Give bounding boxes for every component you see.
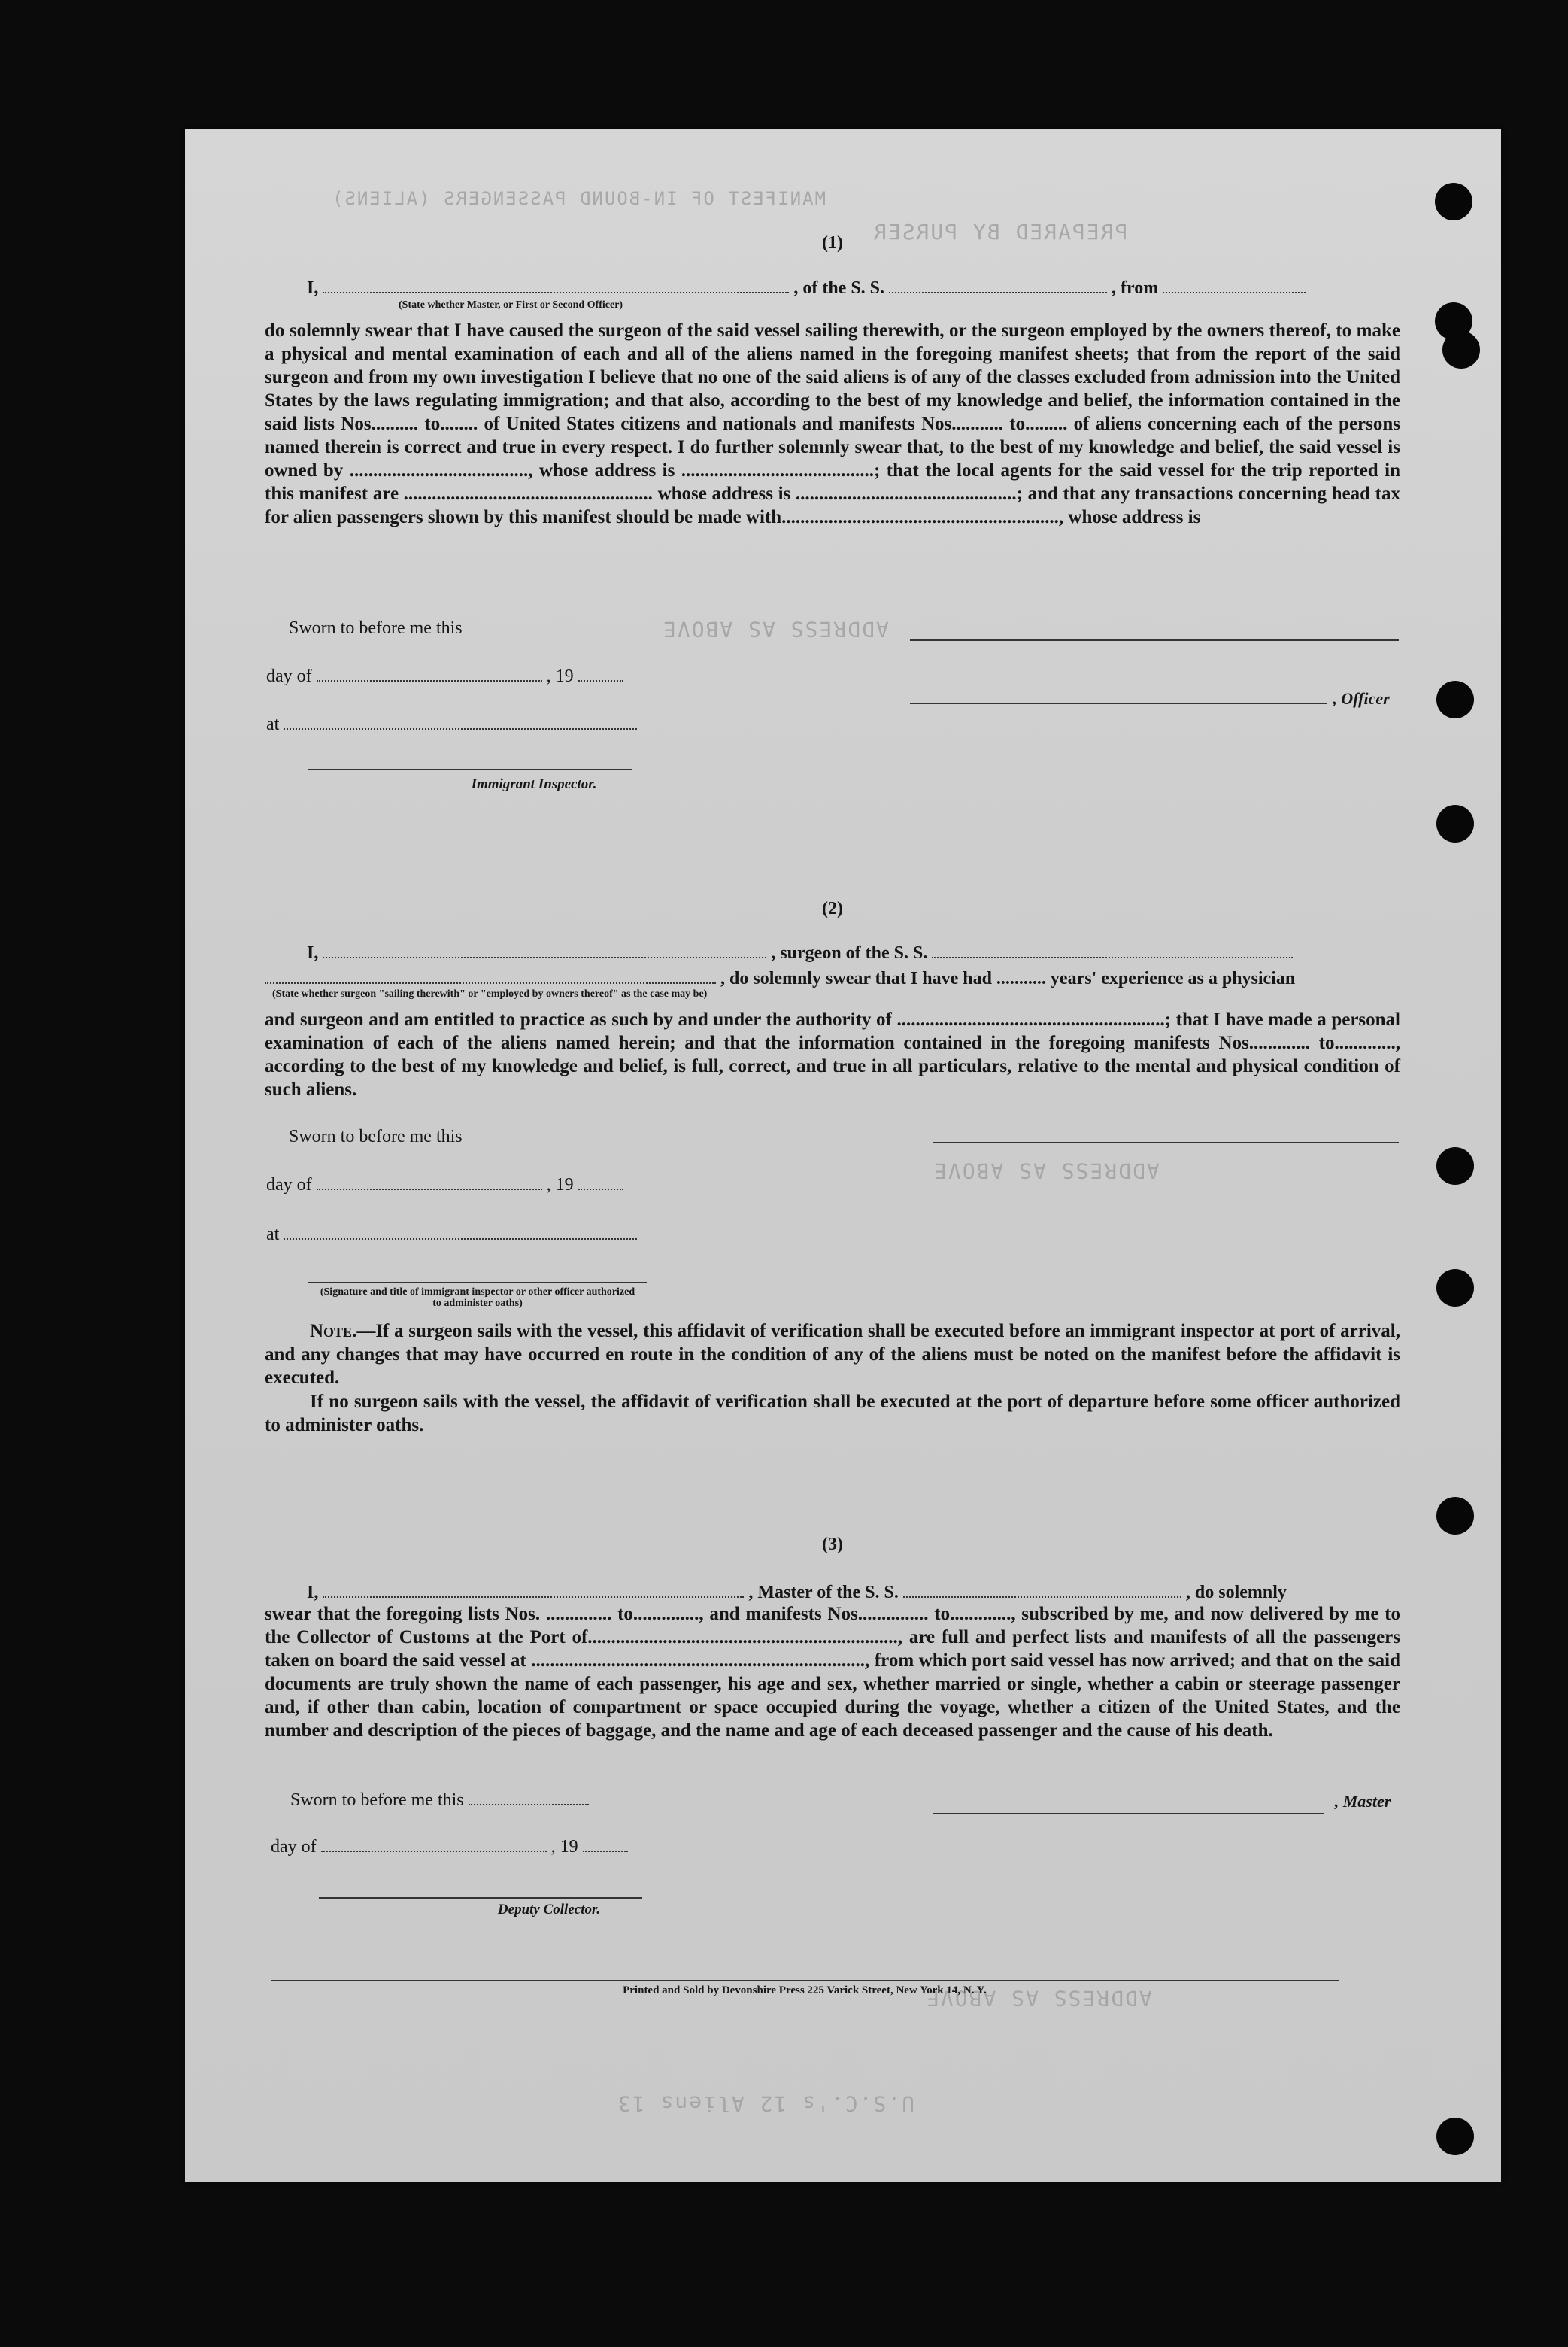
sworn-label: Sworn to before me this — [289, 618, 463, 638]
binder-hole — [1436, 1497, 1474, 1535]
surgeon-line-2 — [265, 967, 1400, 989]
inspector-signature-line[interactable] — [308, 769, 632, 770]
note-paragraph — [265, 1319, 1400, 1389]
binder-hole — [1436, 2118, 1474, 2155]
section-number: (3) — [822, 1535, 843, 1554]
binder-hole — [1436, 805, 1474, 843]
oath-paragraph: swear that the foregoing lists Nos. .............. to.............., and manifests Nos............... to............., subscribed by me, and now delivered by me to the Collector of Customs at the Port of.................................................................., are full and perfect lists and manifests of all the passengers taken on board the said vessel at ......................................................................., from which port said vessel has now arrived; and that on the said documents are truly shown the name of each passenger, his age and sex, whether married or single, whether a cabin or steerage passenger and, if other than cabin, location of compartment or space occupied during the voyage, whether a citizen of the United States, and the number and description of the pieces of baggage, and the name and age of each deceased passenger and the cause of his death. — [265, 1604, 1400, 1741]
master-vessel-label: , Master of the S. S. — [748, 1583, 899, 1602]
at-line — [266, 713, 637, 735]
day-of-label: day of — [266, 666, 312, 686]
master-signature-line[interactable] — [933, 1813, 1324, 1814]
sworn-label — [290, 1789, 589, 1811]
oath-caption: (State whether Master, or First or Second Officer) — [399, 299, 623, 311]
collector-signature-line[interactable] — [319, 1897, 642, 1899]
at-field[interactable] — [284, 1223, 637, 1240]
master-prefix: I, — [307, 1583, 319, 1602]
name-field[interactable] — [323, 277, 789, 293]
bleed-through-text: ADDRESS AS ABOVE — [933, 1158, 1160, 1183]
at-label: at — [266, 715, 280, 734]
binder-hole — [1436, 681, 1474, 718]
year-label: , 19 — [546, 666, 574, 686]
year-field[interactable] — [583, 1835, 628, 1852]
day-field[interactable] — [317, 665, 542, 682]
year-field[interactable] — [578, 1174, 623, 1190]
note-label: Note. — [310, 1321, 357, 1341]
surgeon-years-text: , do solemnly swear that I have had ........... years' experience as a physician — [720, 969, 1296, 988]
sworn-text: Sworn to before me this — [290, 1790, 464, 1810]
sworn-label: Sworn to before me this — [289, 1127, 463, 1146]
sworn-day-field[interactable] — [469, 1789, 589, 1805]
officer-signature-line[interactable] — [308, 1282, 647, 1283]
day-line — [271, 1835, 628, 1857]
surgeon-capacity-field[interactable] — [265, 967, 716, 984]
binder-hole — [1436, 1269, 1474, 1307]
section2-oath-text — [265, 1008, 1400, 1101]
surgeon-name-field[interactable] — [323, 942, 766, 958]
surgeon-vessel-field[interactable] — [932, 942, 1293, 958]
master-name-field[interactable] — [323, 1581, 744, 1598]
binder-hole — [1435, 183, 1472, 220]
year-field[interactable] — [578, 665, 623, 682]
master-line-end: , do solemnly — [1185, 1583, 1287, 1602]
section-number: (2) — [822, 899, 843, 918]
bleed-through-text: MANIFEST OF IN-BOUND PASSENGERS (ALIENS) — [331, 188, 826, 209]
note-text-2: If no surgeon sails with the vessel, the affidavit of verification shall be executed at the port of departure before some officer authorized to administer oaths. — [265, 1392, 1400, 1435]
officer-name-line[interactable] — [910, 703, 1327, 704]
day-line — [266, 1174, 623, 1195]
surgeon-vessel-label: , surgeon of the S. S. — [771, 943, 928, 963]
inspector-label: Immigrant Inspector. — [471, 776, 597, 792]
binder-hole — [1436, 1147, 1474, 1185]
bleed-through-text: ADDRESS AS ABOVE — [925, 1986, 1152, 2011]
from-field[interactable] — [1163, 277, 1306, 293]
master-line — [307, 1581, 1401, 1603]
surgeon-prefix: I, — [307, 943, 319, 963]
year-label: , 19 — [546, 1175, 574, 1195]
master-label: , Master — [1334, 1792, 1391, 1811]
collector-label: Deputy Collector. — [497, 1902, 601, 1917]
section1-oath-text — [265, 319, 1400, 529]
surgeon-line — [307, 942, 1401, 964]
oath-paragraph: do solemnly swear that I have caused the surgeon of the said vessel sailing therewith, or the surgeon employed by the owners thereof, to make a physical and mental examination of each and all of the aliens named in the foregoing manifest sheets; that from the report of the said surgeon and from my own investigation I believe that no one of the said aliens is of any of the classes excluded from admission into the United States by the laws regulating immigration; and that also, according to the best of my knowledge and belief, the information contained in the said lists Nos.......... to........ of United States citizens and nationals and manifests Nos........... to......... of aliens concerning each of the persons named therein is correct and true in every respect. I do further solemnly swear that, to the best of my knowledge and belief, the said vessel is owned by ......................................, whose address is .........................................; that the local agents for the said vessel for the trip reported in this manifest are ..................................................... whose address is ...............................................; and that any transactions concerning head tax for alien passengers shown by this manifest should be made with..........................................................., whose address is — [265, 320, 1400, 527]
from-label: , from — [1112, 278, 1159, 298]
section-number: (1) — [822, 233, 843, 253]
surgeon-caption: (State whether surgeon "sailing therewith" or "employed by owners thereof" as the case may be) — [272, 988, 708, 1000]
bleed-through-text: ADDRESS AS ABOVE — [662, 617, 889, 642]
bleed-through-text: PREPARED BY PURSER — [872, 220, 1128, 244]
master-vessel-field[interactable] — [903, 1581, 1181, 1598]
year-label: , 19 — [550, 1837, 578, 1857]
surgeon-signature-line[interactable] — [933, 1142, 1399, 1143]
at-label: at — [266, 1225, 280, 1244]
officer-label: , Officer — [1333, 689, 1390, 708]
day-of-label: day of — [266, 1175, 312, 1195]
day-of-label: day of — [271, 1837, 317, 1857]
day-line — [266, 665, 623, 687]
vessel-field[interactable] — [889, 277, 1107, 293]
binder-hole — [1442, 331, 1480, 369]
day-field[interactable] — [317, 1174, 542, 1190]
day-field[interactable] — [321, 1835, 547, 1852]
oath-prefix: I, — [307, 278, 319, 298]
at-field[interactable] — [284, 713, 637, 730]
oath-line — [307, 277, 1401, 299]
bleed-through-text: U.S.C.'s 12 Aliens 13 — [617, 2091, 915, 2116]
note-paragraph-2 — [265, 1390, 1400, 1437]
at-line — [266, 1223, 637, 1245]
signature-caption: (Signature and title of immigrant inspector or other officer authorized to administer oaths) — [320, 1286, 635, 1309]
note-text: —If a surgeon sails with the vessel, this affidavit of verification shall be executed before an immigrant inspector at port of arrival, and any changes that may have occurred en route in the condition of any of the aliens must be noted on the manifest before the affidavit is executed. — [265, 1321, 1400, 1388]
oath-paragraph: and surgeon and am entitled to practice as such by and under the authority of .........................................................; that I have made a personal examination of each of the aliens named herein; and that the information contained in the foregoing manifests Nos............. to............., according to the best of my knowledge and belief, is full, correct, and true in all particulars, relative to the mental and physical condition of such aliens. — [265, 1010, 1400, 1100]
vessel-label: , of the S. S. — [793, 278, 885, 298]
officer-signature-line[interactable] — [910, 639, 1399, 641]
footer-rule — [271, 1980, 1339, 1981]
printer-imprint: Printed and Sold by Devonshire Press 225 Varick Street, New York 14, N. Y. — [623, 1984, 987, 1996]
section3-oath-text — [265, 1602, 1400, 1742]
